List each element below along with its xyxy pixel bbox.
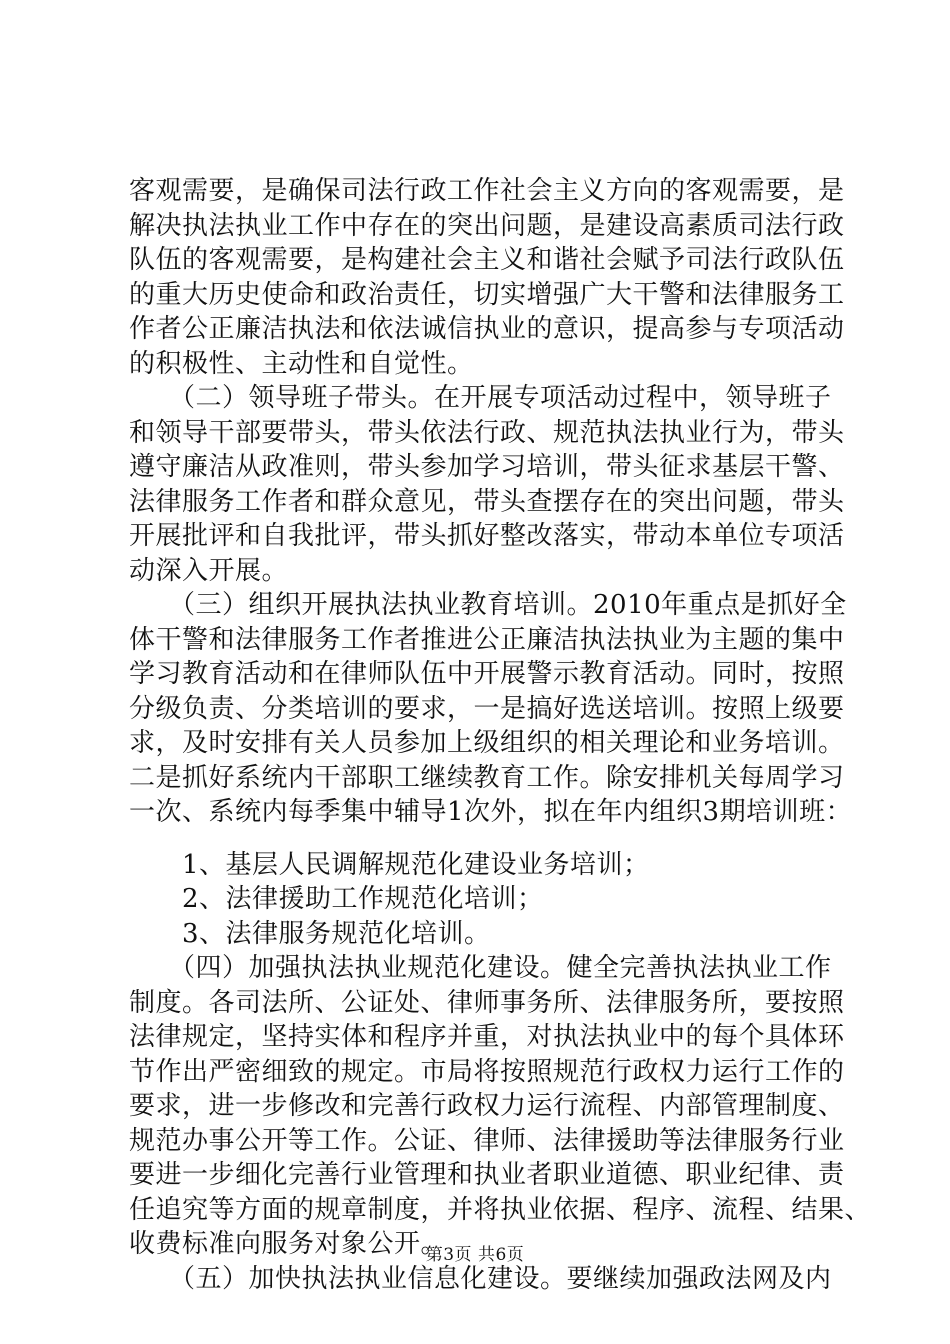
body-text-line: 解决执法执业工作中存在的突出问题，是建设高素质司法行政 (129, 211, 845, 241)
list-item: 3、法律服务规范化培训。 (129, 919, 491, 949)
body-text-line: 体干警和法律服务工作者推进公正廉洁执法执业为主题的集中 (129, 625, 845, 655)
body-text-line: 要进一步细化完善行业管理和执业者职业道德、职业纪律、责 (129, 1160, 845, 1190)
body-text-line: （四）加强执法执业规范化建设。健全完善执法执业工作 (129, 953, 832, 983)
list-item: 1、基层人民调解规范化建设业务培训； (129, 850, 650, 880)
body-text-line: 学习教育活动和在律师队伍中开展警示教育活动。同时，按照 (129, 659, 845, 689)
page-number-footer: 第3页 共6页 (425, 1245, 525, 1265)
body-text-line: 要求，进一步修改和完善行政权力运行流程、内部管理制度、 (129, 1091, 845, 1121)
body-text-line: （五）加快执法执业信息化建设。要继续加强政法网及内 (129, 1264, 832, 1294)
body-text-line: 开展批评和自我批评，带头抓好整改落实，带动本单位专项活 (129, 521, 845, 551)
body-text-line: 任追究等方面的规章制度，并将执业依据、程序、流程、结果、 (129, 1195, 872, 1225)
body-text-line: 法律服务工作者和群众意见，带头查摆存在的突出问题，带头 (129, 487, 845, 517)
list-item: 2、法律援助工作规范化培训； (129, 884, 544, 914)
body-text-line: （三）组织开展执法执业教育培训。2010年重点是抓好全 (129, 590, 847, 620)
body-text-line: 分级负责、分类培训的要求，一是搞好选送培训。按照上级要 (129, 694, 845, 724)
body-text-line: 二是抓好系统内干部职工继续教育工作。除安排机关每周学习 (129, 763, 845, 793)
body-text-line: 规范办事公开等工作。公证、律师、法律援助等法律服务行业 (129, 1126, 845, 1156)
body-text-line: 的重大历史使命和政治责任，切实增强广大干警和法律服务工 (129, 280, 845, 310)
body-text-line: 一次、系统内每季集中辅导1次外，拟在年内组织3期培训班： (129, 797, 853, 827)
body-text-line: 节作出严密细致的规定。市局将按照规范行政权力运行工作的 (129, 1057, 845, 1087)
body-text-line: 法律规定，坚持实体和程序并重，对执法执业中的每个具体环 (129, 1022, 845, 1052)
body-text-line: 收费标准向服务对象公开。 (129, 1229, 448, 1259)
body-text-line: 和领导干部要带头，带头依法行政、规范执法执业行为，带头 (129, 418, 845, 448)
body-text-line: 动深入开展。 (129, 556, 289, 586)
body-text-line: 队伍的客观需要，是构建社会主义和谐社会赋予司法行政队伍 (129, 245, 845, 275)
body-text-line: 制度。各司法所、公证处、律师事务所、法律服务所，要按照 (129, 988, 845, 1018)
body-text-line: 客观需要，是确保司法行政工作社会主义方向的客观需要，是 (129, 176, 845, 206)
body-text-line: （二）领导班子带头。在开展专项活动过程中，领导班子 (129, 383, 832, 413)
body-text-line: 的积极性、主动性和自觉性。 (129, 349, 474, 379)
body-text-line: 作者公正廉洁执法和依法诚信执业的意识，提高参与专项活动 (129, 314, 845, 344)
body-text-line: 遵守廉洁从政准则，带头参加学习培训，带头征求基层干警、 (129, 452, 845, 482)
body-text-line: 求，及时安排有关人员参加上级组织的相关理论和业务培训。 (129, 728, 845, 758)
